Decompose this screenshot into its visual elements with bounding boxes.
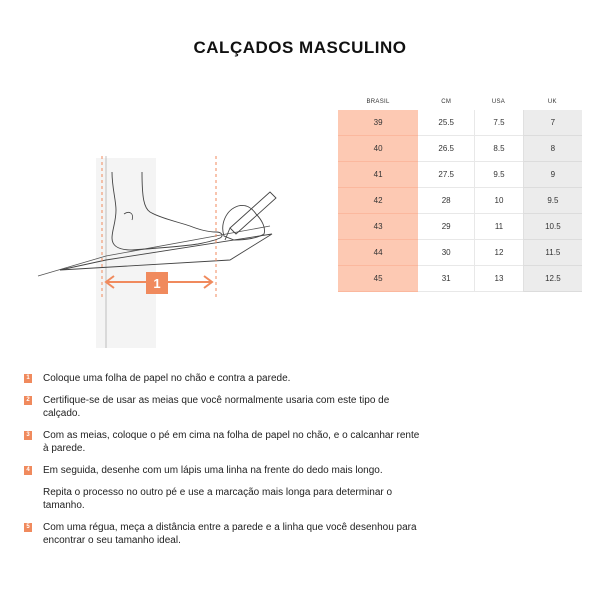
pencil-icon bbox=[230, 192, 276, 234]
step-5 bbox=[24, 521, 424, 547]
page-title: CALÇADOS MASCULINO bbox=[193, 38, 407, 57]
header-cm: CM bbox=[441, 99, 452, 105]
cell-uk: 9.5 bbox=[523, 188, 582, 214]
step-number-badge: 5 bbox=[24, 523, 32, 532]
cell-uk: 7 bbox=[523, 110, 582, 136]
cell-cm: 26.5 bbox=[418, 136, 474, 162]
step-text: Em seguida, desenhe com um lápis uma linha na frente do dedo mais longo. bbox=[43, 465, 383, 476]
header-usa: USA bbox=[491, 99, 506, 105]
cell-cm: 28 bbox=[418, 188, 474, 214]
table-row bbox=[338, 188, 582, 214]
table-row bbox=[338, 240, 582, 266]
cell-usa: 12 bbox=[474, 240, 523, 266]
cell-usa: 9.5 bbox=[474, 162, 523, 188]
cell-brasil: 40 bbox=[338, 136, 418, 162]
table-row bbox=[338, 214, 582, 240]
table-row bbox=[338, 266, 582, 292]
step-number-badge: 2 bbox=[24, 396, 32, 405]
cell-brasil: 42 bbox=[338, 188, 418, 214]
instruction-steps bbox=[24, 372, 424, 556]
cell-cm: 31 bbox=[418, 266, 474, 292]
cell-uk: 9 bbox=[523, 162, 582, 188]
step-text: Com as meias, coloque o pé em cima na folha de papel no chão, e o calcanhar rente à parede. bbox=[43, 430, 420, 454]
step-2 bbox=[24, 394, 424, 420]
step-number-badge: 1 bbox=[24, 374, 32, 383]
cell-usa: 13 bbox=[474, 266, 523, 292]
cell-usa: 8.5 bbox=[474, 136, 523, 162]
cell-brasil: 43 bbox=[338, 214, 418, 240]
step-3 bbox=[24, 429, 424, 455]
cell-cm: 29 bbox=[418, 214, 474, 240]
cell-uk: 12.5 bbox=[523, 266, 582, 292]
cell-brasil: 44 bbox=[338, 240, 418, 266]
wall-shading bbox=[96, 158, 156, 348]
step-1 bbox=[24, 372, 424, 385]
step-4 bbox=[24, 464, 424, 512]
cell-uk: 10.5 bbox=[523, 214, 582, 240]
header-brasil: BRASIL bbox=[366, 99, 390, 105]
step-number-badge: 4 bbox=[24, 466, 32, 475]
foot-measurement-illustration bbox=[20, 148, 290, 358]
measure-label: 1 bbox=[153, 276, 161, 291]
floor-line bbox=[38, 256, 106, 276]
paper-sheet bbox=[60, 234, 272, 270]
step-text: Com uma régua, meça a distância entre a parede e a linha que você desenhou para encontrar o seu tamanho ideal. bbox=[43, 522, 417, 546]
cell-brasil: 45 bbox=[338, 266, 418, 292]
table-row bbox=[338, 110, 582, 136]
cell-usa: 7.5 bbox=[474, 110, 523, 136]
cell-cm: 25.5 bbox=[418, 110, 474, 136]
cell-cm: 27.5 bbox=[418, 162, 474, 188]
table-row bbox=[338, 136, 582, 162]
cell-cm: 30 bbox=[418, 240, 474, 266]
table-row bbox=[338, 162, 582, 188]
step-text: Certifique-se de usar as meias que você normalmente usaria com este tipo de calçado. bbox=[43, 395, 390, 419]
cell-usa: 11 bbox=[474, 214, 523, 240]
step-text: Coloque uma folha de papel no chão e contra a parede. bbox=[43, 373, 291, 384]
step-number-badge: 3 bbox=[24, 431, 32, 440]
cell-uk: 8 bbox=[523, 136, 582, 162]
step-extra-text: Repita o processo no outro pé e use a marcação mais longa para determinar o tamanho. bbox=[43, 487, 393, 511]
header-uk: UK bbox=[547, 99, 557, 105]
cell-brasil: 39 bbox=[338, 110, 418, 136]
cell-uk: 11.5 bbox=[523, 240, 582, 266]
hand-icon bbox=[223, 205, 265, 240]
size-table bbox=[338, 94, 582, 292]
table-header-row bbox=[338, 94, 582, 110]
cell-usa: 10 bbox=[474, 188, 523, 214]
cell-brasil: 41 bbox=[338, 162, 418, 188]
